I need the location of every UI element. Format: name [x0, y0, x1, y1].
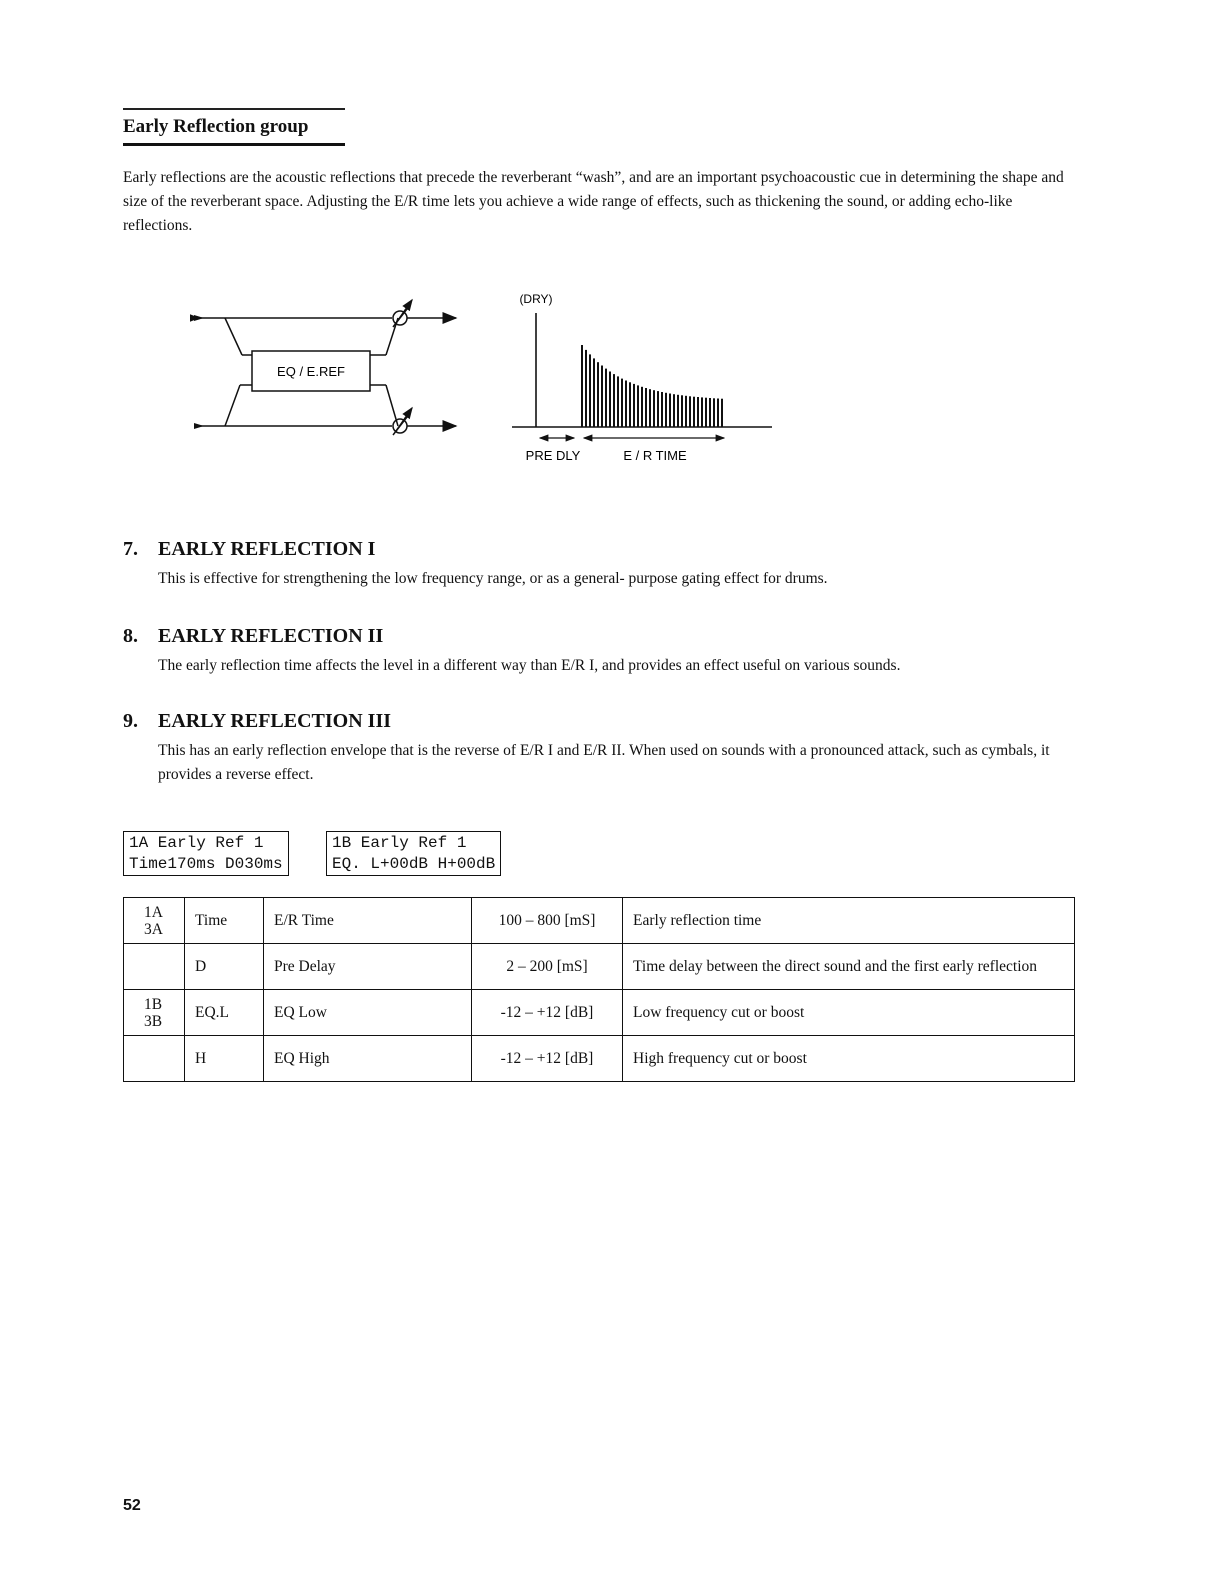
param-page-cell: [124, 1036, 185, 1082]
section-body: The early reflection time affects the level in a different way than E/R I, and provides an effect useful on various sounds.: [158, 657, 901, 674]
lcd-line-1: 1A Early Ref 1: [129, 834, 264, 852]
table-row: [124, 944, 1075, 990]
param-abbr-cell: EQ.L: [185, 990, 264, 1036]
param-name-cell: EQ High: [264, 1036, 472, 1082]
param-desc-cell: Early reflection time: [623, 898, 1075, 944]
param-range-cell: 100 – 800 [mS]: [472, 898, 623, 944]
er-time-label: E / R TIME: [623, 448, 687, 463]
eq-block-label: EQ / E.REF: [277, 364, 345, 379]
section-number: 8.: [123, 625, 138, 647]
dry-label: (DRY): [519, 292, 553, 306]
param-name-cell: EQ Low: [264, 990, 472, 1036]
section-early-reflection-3: [123, 710, 1083, 787]
section-body: This has an early reflection envelope that is the reverse of E/R I and E/R II. When used on sounds with a pronounced attack, such as cymbals, it provides a reverse effect.: [158, 742, 1050, 783]
lcd-line-2: Time170ms D030ms: [129, 855, 283, 873]
group-title: [123, 108, 345, 146]
title-rule-bottom: [123, 143, 345, 146]
lcd-line-1: 1B Early Ref 1: [332, 834, 467, 852]
param-desc-cell: Low frequency cut or boost: [623, 990, 1075, 1036]
table-row: [124, 1036, 1075, 1082]
param-page-cell: 1B 3B: [124, 990, 185, 1036]
section-body: This is effective for strengthening the low frequency range, or as a general- purpose gating effect for drums.: [158, 570, 828, 587]
param-name-cell: Pre Delay: [264, 944, 472, 990]
param-page-cell: 1A 3A: [124, 898, 185, 944]
pre-dly-label: PRE DLY: [525, 448, 581, 463]
param-desc-cell: Time delay between the direct sound and the first early reflection: [623, 944, 1075, 990]
table-row: [124, 990, 1075, 1036]
section-heading: [123, 538, 1083, 561]
section-title: EARLY REFLECTION I: [158, 538, 376, 560]
page-number: 52: [123, 1497, 141, 1514]
param-page-cell: [124, 944, 185, 990]
lcd-display-1b: [326, 831, 501, 876]
section-number: 9.: [123, 710, 138, 732]
lcd-display-1a: [123, 831, 289, 876]
section-early-reflection-2: [123, 625, 1083, 678]
section-title: EARLY REFLECTION III: [158, 710, 392, 732]
page-title: Early Reflection group: [123, 116, 309, 137]
param-abbr-cell: D: [185, 944, 264, 990]
lcd-line-2: EQ. L+00dB H+00dB: [332, 855, 496, 873]
param-name-cell: E/R Time: [264, 898, 472, 944]
section-number: 7.: [123, 538, 138, 560]
intro-paragraph: Early reflections are the acoustic reflections that precede the reverberant “wash”, and are an important psychoacoustic cue in determining the shape and size of the reverberant space. Adjusting the E/R time lets you achieve a wide range of effects, such as thickening the sound, or adding echo-like reflections.: [123, 169, 1064, 234]
param-abbr-cell: H: [185, 1036, 264, 1082]
section-early-reflection-1: [123, 538, 1083, 591]
param-range-cell: 2 – 200 [mS]: [472, 944, 623, 990]
section-heading: [123, 625, 1083, 648]
section-heading: [123, 710, 1083, 733]
parameter-table: [123, 897, 1075, 1082]
param-range-cell: -12 – +12 [dB]: [472, 1036, 623, 1082]
diagram-svg: [190, 285, 790, 475]
param-desc-cell: High frequency cut or boost: [623, 1036, 1075, 1082]
param-abbr-cell: Time: [185, 898, 264, 944]
table-row: [124, 898, 1075, 944]
param-range-cell: -12 – +12 [dB]: [472, 990, 623, 1036]
signal-flow-diagram: [190, 285, 790, 480]
section-title: EARLY REFLECTION II: [158, 625, 384, 647]
